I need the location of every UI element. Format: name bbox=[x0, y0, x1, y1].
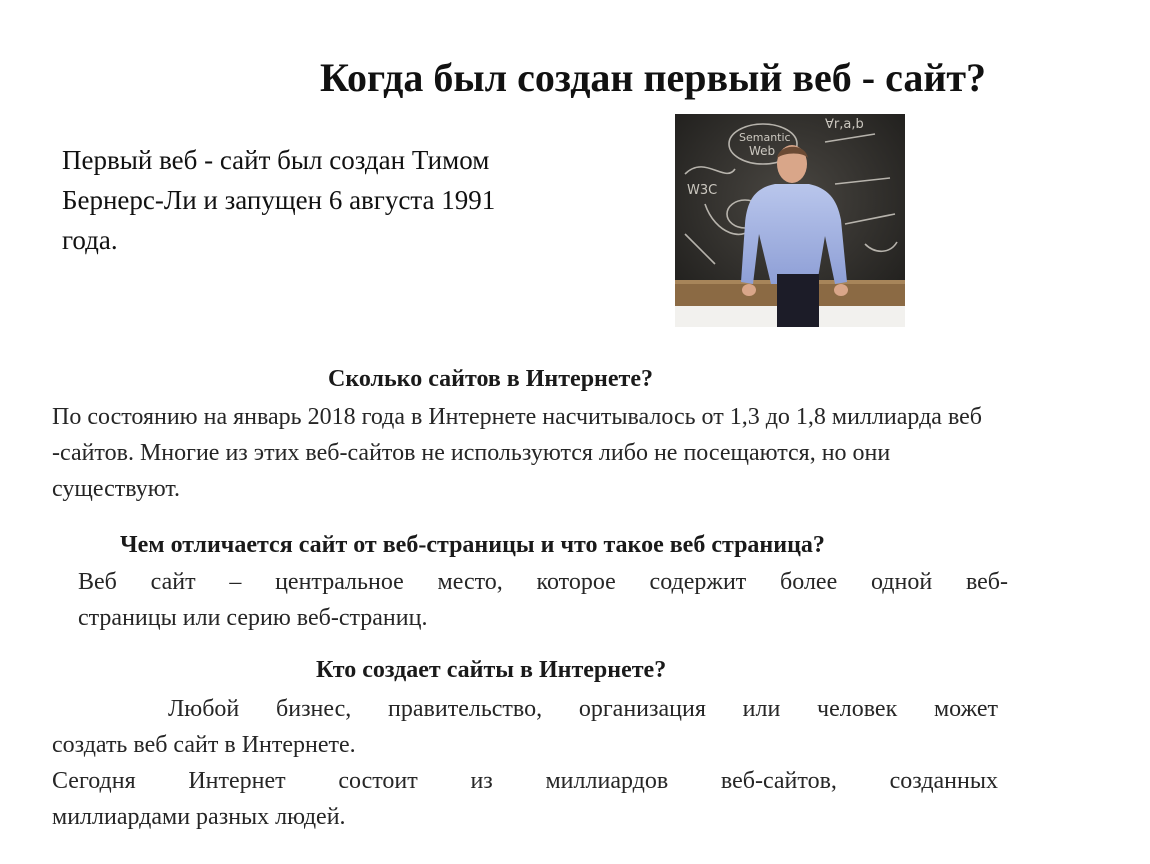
chalk-word-formula: ∀r,a,b bbox=[825, 117, 864, 132]
slide-title: Когда был создан первый веб - сайт? bbox=[320, 55, 987, 100]
section-text-who-creates bbox=[52, 691, 998, 835]
section-text-site-vs-page bbox=[78, 564, 1008, 636]
text-line: Сегодня Интернет состоит из миллиардов веб-сайтов, созданных bbox=[52, 768, 998, 794]
chalk-word-web: Web bbox=[749, 144, 776, 158]
section-heading-site-count: Сколько сайтов в Интернете? bbox=[328, 366, 653, 392]
text-line: создать веб сайт в Интернете. bbox=[52, 732, 356, 758]
text-line: Веб сайт – центральное место, которое содержит более одной веб- bbox=[78, 569, 1008, 595]
chalk-word-w3c: W3C bbox=[687, 183, 718, 198]
text-line: страницы или серию веб-страниц. bbox=[78, 605, 428, 631]
text-line: миллиардами разных людей. bbox=[52, 804, 346, 830]
text-line: Любой бизнес, правительство, организация или человек может bbox=[168, 696, 998, 722]
chalk-word-semantic: Semantic bbox=[739, 131, 791, 144]
intro-paragraph: Первый веб - сайт был создан Тимом Бернерс-Ли и запущен 6 августа 1991 года. bbox=[62, 145, 496, 255]
section-heading-who-creates: Кто создает сайты в Интернете? bbox=[316, 657, 667, 683]
section-heading-site-vs-page: Чем отличается сайт от веб-страницы и что такое веб страница? bbox=[120, 532, 825, 558]
portrait-photo bbox=[675, 114, 905, 327]
section-text-site-count: По состоянию на январь 2018 года в Интернете насчитывалось от 1,3 до 1,8 миллиарда веб -сайтов. Многие из этих веб-сайтов не используются либо не посещаются, но они существуют. bbox=[52, 404, 983, 502]
